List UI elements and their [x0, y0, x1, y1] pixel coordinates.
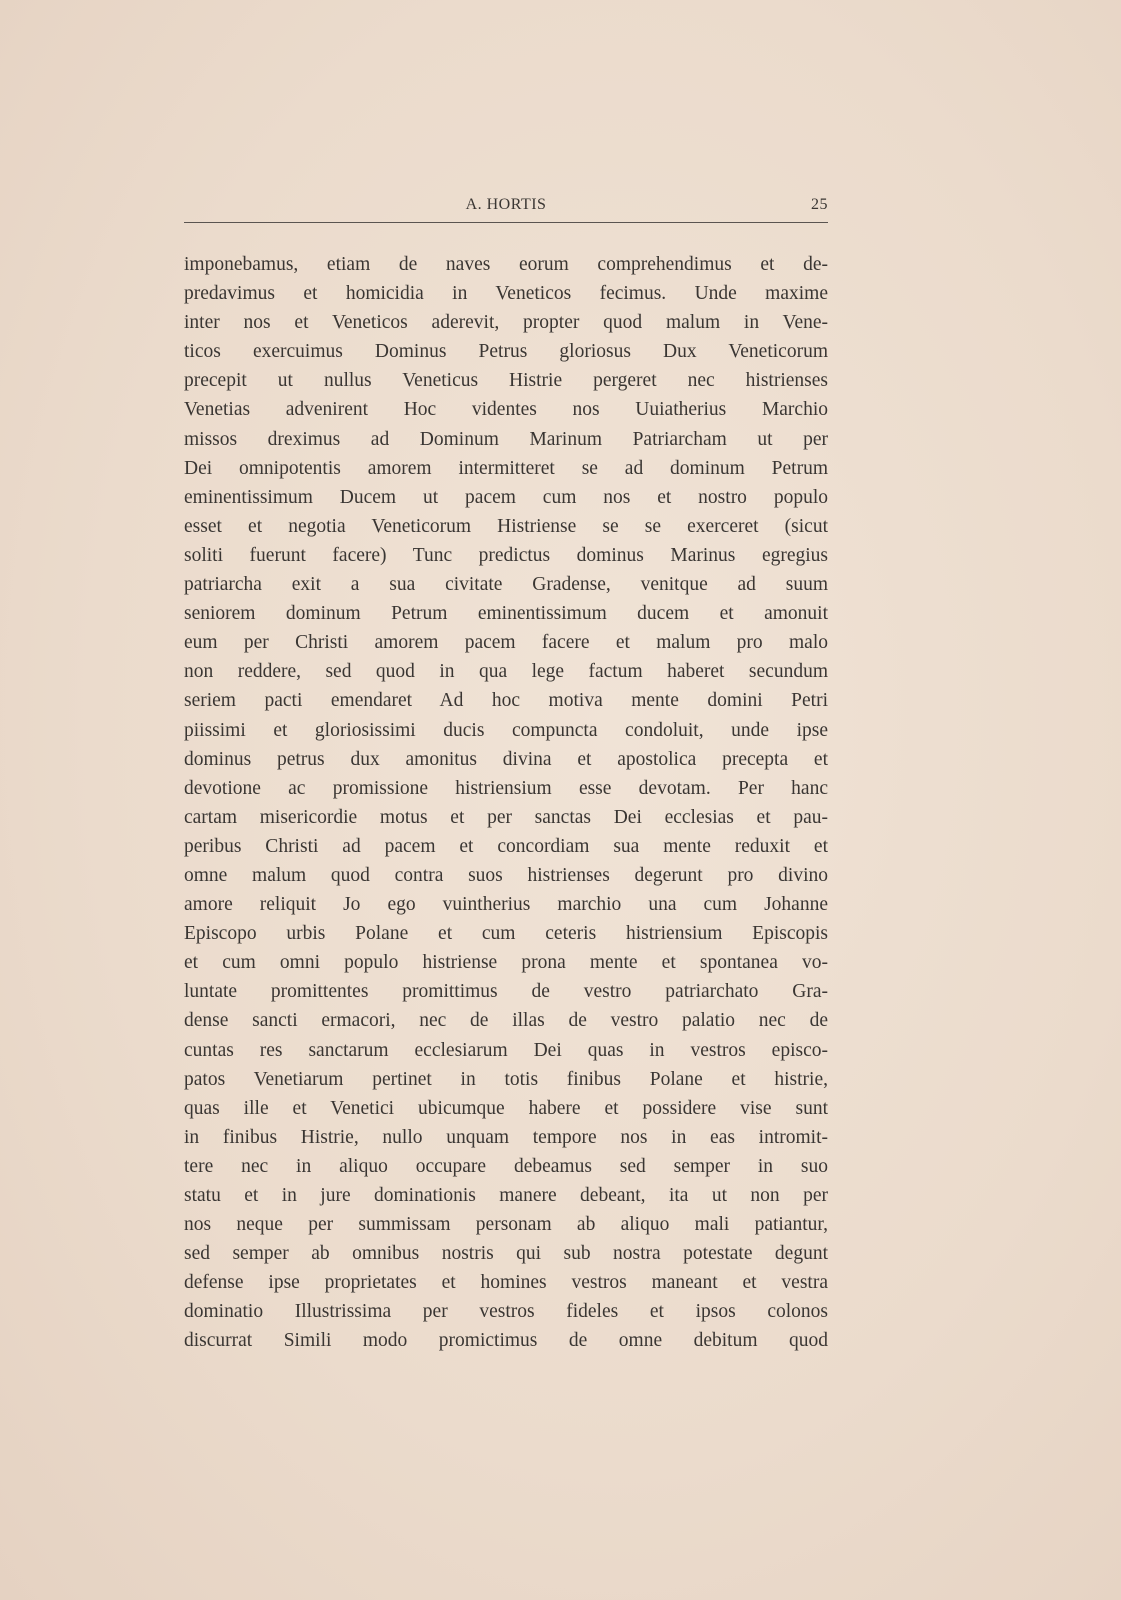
- text-line: Dei omnipotentis amorem intermitteret se ad dominum Petrum: [184, 457, 828, 479]
- text-line: peribus Christi ad pacem et concordiam sua mente reduxit et: [184, 835, 828, 857]
- text-line: non reddere, sed quod in qua lege factum haberet secundum: [184, 661, 828, 683]
- text-line: Venetias advenirent Hoc videntes nos Uuiatherius Marchio: [184, 399, 828, 421]
- text-line: omne malum quod contra suos histrienses degerunt pro divino: [184, 864, 828, 886]
- text-line: seniorem dominum Petrum eminentissimum ducem et amonuit: [184, 603, 828, 625]
- text-line: precepit ut nullus Veneticus Histrie pergeret nec histrienses: [184, 370, 828, 392]
- header-rule: [184, 222, 828, 223]
- text-line: esset et negotia Veneticorum Histriense se se exerceret (sicut: [184, 515, 828, 537]
- text-line: et cum omni populo histriense prona mente et spontanea vo-: [184, 952, 828, 974]
- running-title: A. HORTIS: [465, 196, 547, 213]
- text-line: nos neque per summissam personam ab aliquo mali patiantur,: [184, 1214, 828, 1236]
- text-line: piissimi et gloriosissimi ducis compuncta condoluit, unde ipse: [184, 719, 828, 741]
- text-line: imponebamus, etiam de naves eorum comprehendimus et de-: [184, 254, 828, 275]
- text-line: in finibus Histrie, nullo unquam tempore nos in eas intromit-: [184, 1126, 828, 1148]
- text-line: predavimus et homicidia in Veneticos fecimus. Unde maxime: [184, 283, 828, 305]
- text-line: amore reliquit Jo ego vuintherius marchio una cum Johanne: [184, 894, 828, 916]
- text-line: missos dreximus ad Dominum Marinum Patriarcham ut per: [184, 428, 828, 450]
- text-line: defense ipse proprietates et homines vestros maneant et vestra: [184, 1272, 828, 1294]
- text-line: cartam misericordie motus et per sanctas Dei ecclesias et pau-: [184, 806, 828, 828]
- text-line: luntate promittentes promittimus de vestro patriarchato Gra-: [184, 981, 828, 1003]
- text-line: quas ille et Venetici ubicumque habere et possidere vise sunt: [184, 1097, 828, 1119]
- text-line: eum per Christi amorem pacem facere et malum pro malo: [184, 632, 828, 654]
- text-line: tere nec in aliquo occupare debeamus sed semper in suo: [184, 1155, 828, 1177]
- text-line: eminentissimum Ducem ut pacem cum nos et nostro populo: [184, 486, 828, 508]
- body-text: [184, 250, 828, 1356]
- text-line: ticos exercuimus Dominus Petrus gloriosus Dux Veneticorum: [184, 341, 828, 363]
- text-line: Episcopo urbis Polane et cum ceteris histriensium Episcopis: [184, 923, 828, 945]
- text-line: dense sancti ermacori, nec de illas de vestro palatio nec de: [184, 1010, 828, 1032]
- text-line: discurrat Simili modo promictimus de omne debitum quod: [184, 1330, 828, 1352]
- text-line: patos Venetiarum pertinet in totis finibus Polane et histrie,: [184, 1068, 828, 1090]
- text-line: cuntas res sanctarum ecclesiarum Dei quas in vestros episco-: [184, 1039, 828, 1061]
- page-number: 25: [811, 196, 828, 213]
- text-line: dominus petrus dux amonitus divina et apostolica precepta et: [184, 748, 828, 770]
- page-header: [184, 196, 828, 222]
- text-line: soliti fuerunt facere) Tunc predictus dominus Marinus egregius: [184, 544, 828, 566]
- text-line: statu et in jure dominationis manere debeant, ita ut non per: [184, 1185, 828, 1206]
- text-line: seriem pacti emendaret Ad hoc motiva mente domini Petri: [184, 690, 828, 712]
- text-line: sed semper ab omnibus nostris qui sub nostra potestate degunt: [184, 1243, 828, 1265]
- text-line: devotione ac promissione histriensium esse devotam. Per hanc: [184, 777, 828, 799]
- text-line: patriarcha exit a sua civitate Gradense, venitque ad suum: [184, 574, 828, 596]
- text-line: inter nos et Veneticos aderevit, propter quod malum in Vene-: [184, 312, 828, 334]
- text-line: dominatio Illustrissima per vestros fideles et ipsos colonos: [184, 1301, 828, 1323]
